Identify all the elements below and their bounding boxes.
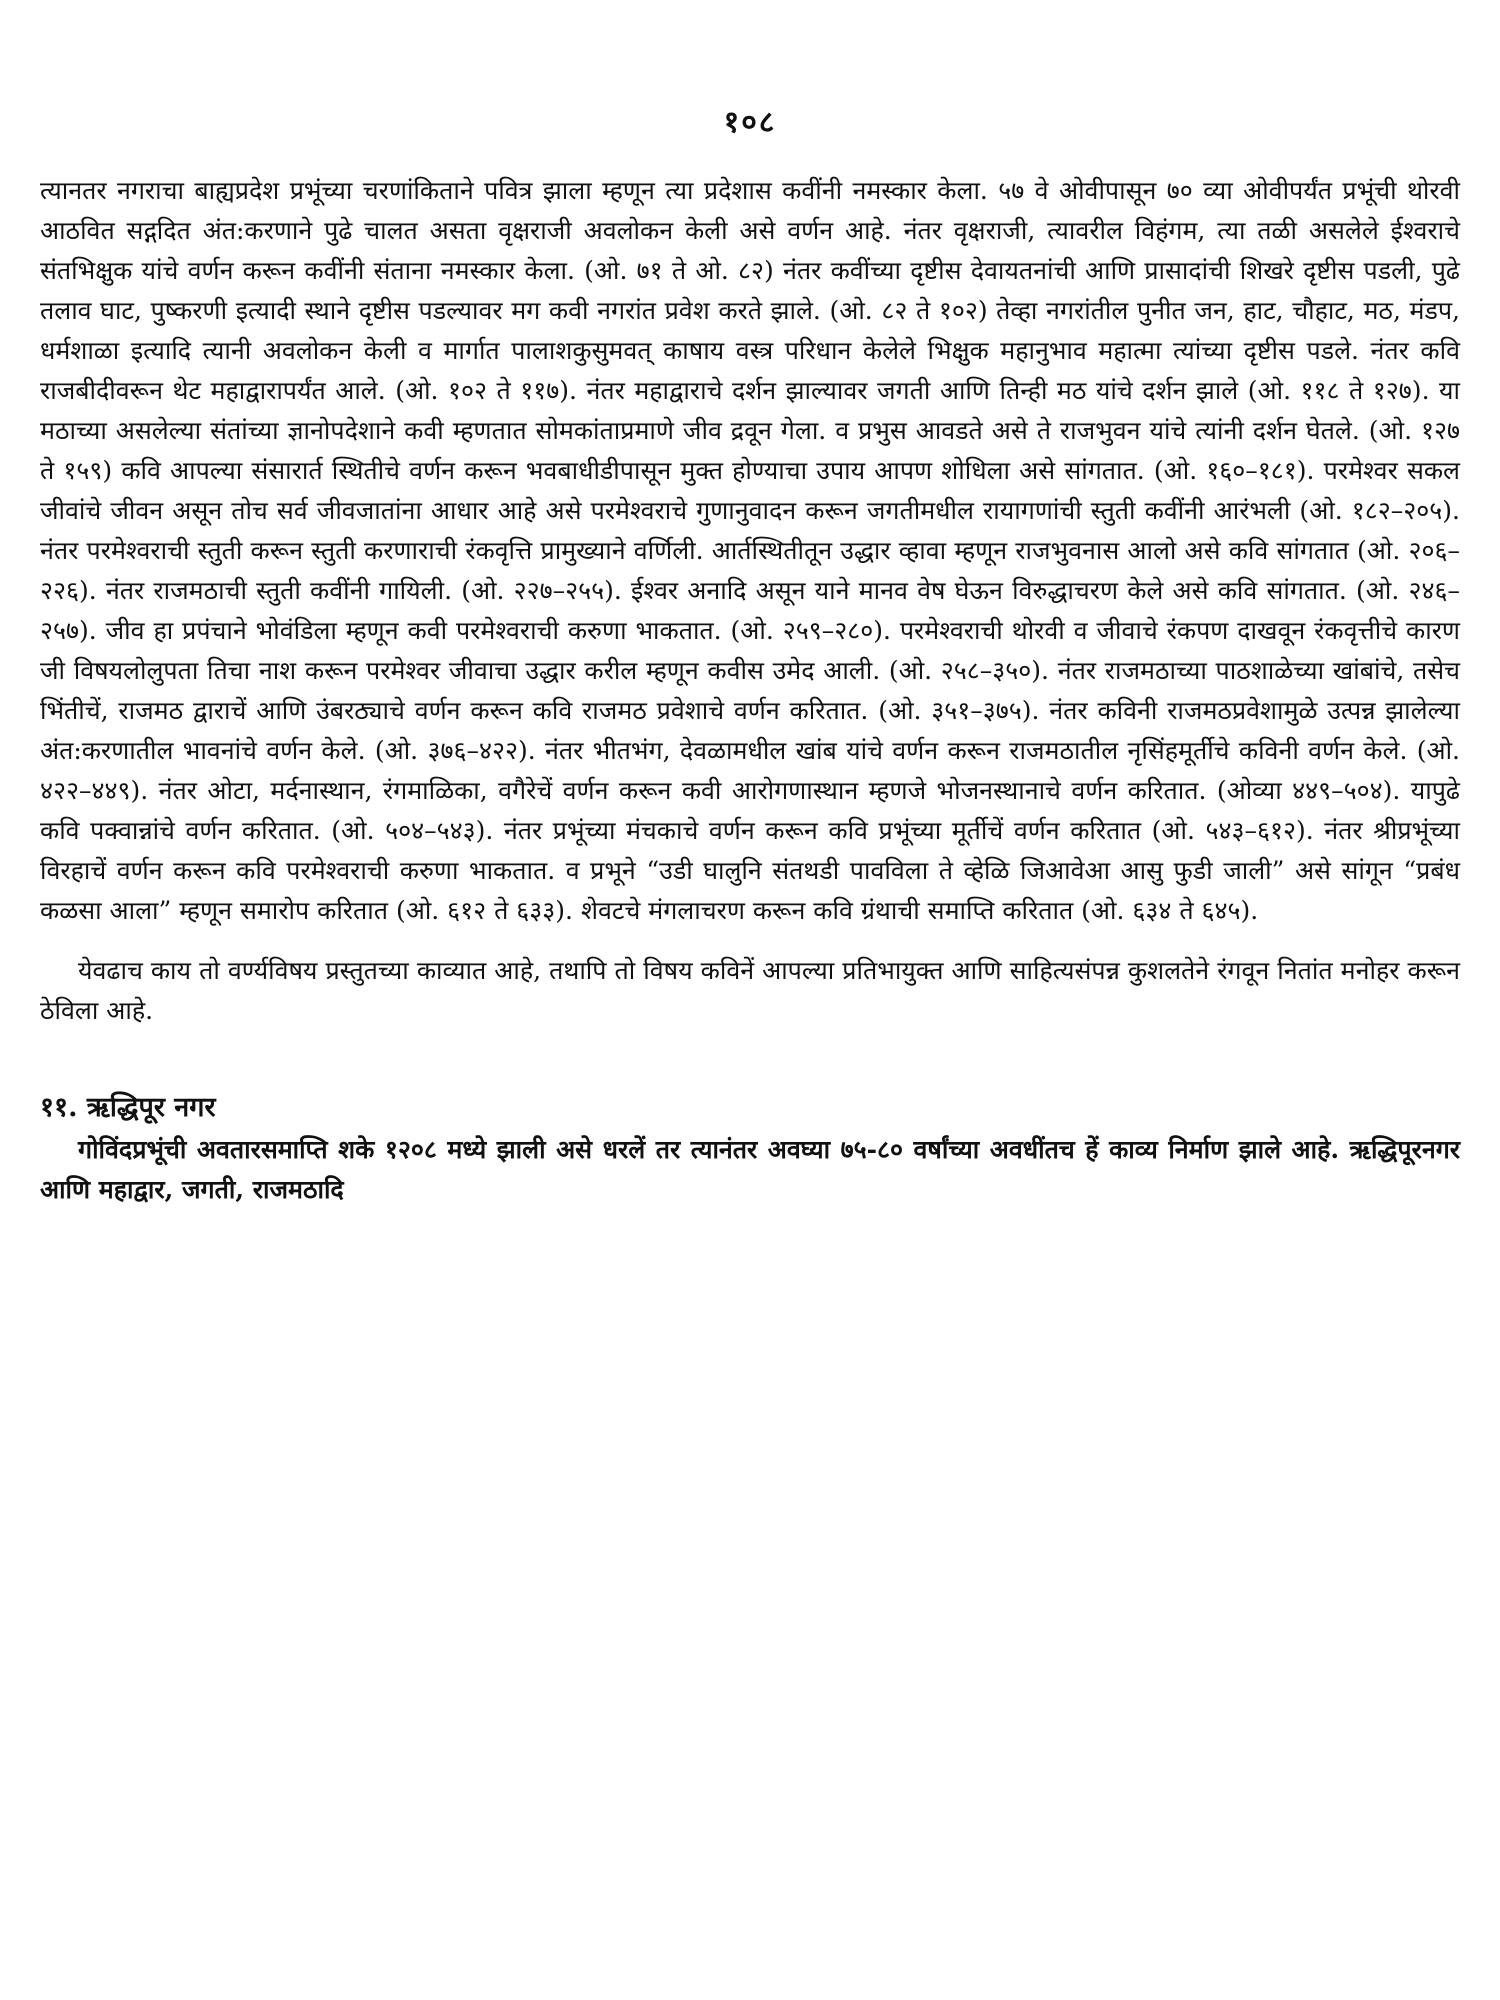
section-heading: ११. ऋद्धिपूर नगर xyxy=(40,1092,216,1123)
section-paragraph: गोविंदप्रभूंची अवतारसमाप्ति शके १२०८ मध्ये झाली असे धरलें तर त्यानंतर अवघ्या ७५-८० वर्षांच्या अवधींतच हें काव्य निर्माण झाले आहे. ऋद्धिपूरनगर आणि महाद्वार, जगती, राजमठादि xyxy=(40,1135,1460,1204)
summary-paragraph: त्यानतर नगराचा बाह्यप्रदेश प्रभूंच्या चरणांकिताने पवित्र झाला म्हणून त्या प्रदेशास कवींनी नमस्कार केला. ५७ वे ओवीपासून ७० व्या ओवीपर्यंत प्रभूंची थोरवी आठवित सद्गदित अंत:करणाने पुढे चालत असता वृक्षराजी अवलोकन केली असे वर्णन आहे. नंतर वृक्षराजी, त्यावरील विहंगम, त्या तळी असलेले ईश्वराचे संतभिक्षुक यांचे वर्णन करून कवींनी संताना नमस्कार केला. (ओ. ७१ ते ओ. ८२) नंतर कवींच्या दृष्टीस देवायतनांची आणि प्रासादांची शिखरे दृष्टीस पडली, पुढे तलाव घाट, पुष्करणी इत्यादी स्थाने दृष्टीस पडल्यावर मग कवी नगरांत प्रवेश करते झाले. (ओ. ८२ ते १०२) तेव्हा नगरांतील पुनीत जन, हाट, चौहाट, मठ, मंडप, धर्मशाळा इत्यादि त्यानी अवलोकन केली व मार्गात पालाशकुसुमवत् काषाय वस्त्र परिधान केलेले भिक्षुक महानुभाव महात्मा त्यांच्या दृष्टीस पडले. नंतर कवि राजबीदीवरून थेट महाद्वारापर्यंत आले. (ओ. १०२ ते ११७). नंतर महाद्वाराचे दर्शन झाल्यावर जगती आणि तिन्ही मठ यांचे दर्शन झाले (ओ. ११८ ते १२७). या मठाच्या असलेल्या संतांच्या ज्ञानोपदेशाने कवी म्हणतात सोमकांताप्रमाणे जीव द्रवून गेला. व प्रभुस आवडते असे ते राजभुवन यांचे त्यांनी दर्शन घेतले. (ओ. १२७ ते १५९) कवि आपल्या संसारार्त स्थितीचे वर्णन करून भवबाधीडीपासून मुक्त होण्याचा उपाय आपण शोधिला असे सांगतात. (ओ. १६०–१८१). परमेश्वर सकल जीवांचे जीवन असून तोच सर्व जीवजातांना आधार आहे असे परमेश्वराचे गुणानुवादन करून जगतीमधील रायागणांची स्तुती कवींनी आरंभली (ओ. १८२–२०५). नंतर परमेश्वराची स्तुती करून स्तुती करणाराची रंकवृत्ति प्रामुख्याने वर्णिली. आर्तस्थितीतून उद्धार व्हावा म्हणून राजभुवनास आलो असे कवि सांगतात (ओ. २०६–२२६). नंतर राजमठाची स्तुती कवींनी गायिली. (ओ. २२७–२५५). ईश्वर अनादि असून याने मानव वेष घेऊन विरुद्धाचरण केले असे कवि सांगतात. (ओ. २४६–२५७). जीव हा प्रपंचाने भोवंडिला म्हणून कवी परमेश्वराची करुणा भाकतात. (ओ. २५९–२८०). परमेश्वराची थोरवी व जीवाचे रंकपण दाखवून रंकवृत्तीचे कारण जी विषयलोलुपता तिचा नाश करून परमेश्वर जीवाचा उद्धार करील म्हणून कवीस उमेद आली. (ओ. २५८–३५०). नंतर राजमठाच्या पाठशाळेच्या खांबांचे, तसेच भिंतीचें, राजमठ द्वाराचें आणि उंबरठ्याचे वर्णन करून कवि राजमठ प्रवेशाचे वर्णन करितात. (ओ. ३५१–३७५). नंतर कविनी राजमठप्रवेशामुळे उत्पन्न झालेल्या अंत:करणातील भावनांचे वर्णन केले. (ओ. ३७६–४२२). नंतर भीतभंग, देवळामधील खांब यांचे वर्णन करून राजमठातील नृसिंहमूर्तीचे कविनी वर्णन केले. (ओ. ४२२–४४९). नंतर ओटा, मर्दनास्थान, रंगमाळिका, वगैरेचें वर्णन करून कवी आरोगणास्थान म्हणजे भोजनस्थानाचे वर्णन करितात. (ओव्या ४४९–५०४). यापुढे कवि पक्वान्नांचे वर्णन करितात. (ओ. ५०४–५४३). नंतर प्रभूंच्या मंचकाचे वर्णन करून कवि प्रभूंच्या मूर्तीचें वर्णन करितात (ओ. ५४३–६१२). नंतर श्रीप्रभूंच्या विरहाचें वर्णन करून कवि परमेश्वराची करुणा भाकतात. व प्रभूने “उडी घालुनि संतथडी पावविला ते व्हेळि जिआवेआ आसु फुडी जाली” असे सांगून “प्रबंध कळसा आला” म्हणून समारोप करितात (ओ. ६१२ ते ६३३). शेवटचे मंगलाचरण करून कवि ग्रंथाची समाप्ति करितात (ओ. ६३४ ते ६४५). xyxy=(40,176,1460,925)
document-page xyxy=(40,100,1460,1980)
page-number: १०८ xyxy=(723,105,777,140)
conclusion-paragraph: येवढाच काय तो वर्ण्यविषय प्रस्तुतच्या काव्यात आहे, तथापि तो विषय कविनें आपल्या प्रतिभायुक्त आणि साहित्यसंपन्न कुशलतेने रंगवून नितांत मनोहर करून ठेविला आहे. xyxy=(40,956,1460,1025)
